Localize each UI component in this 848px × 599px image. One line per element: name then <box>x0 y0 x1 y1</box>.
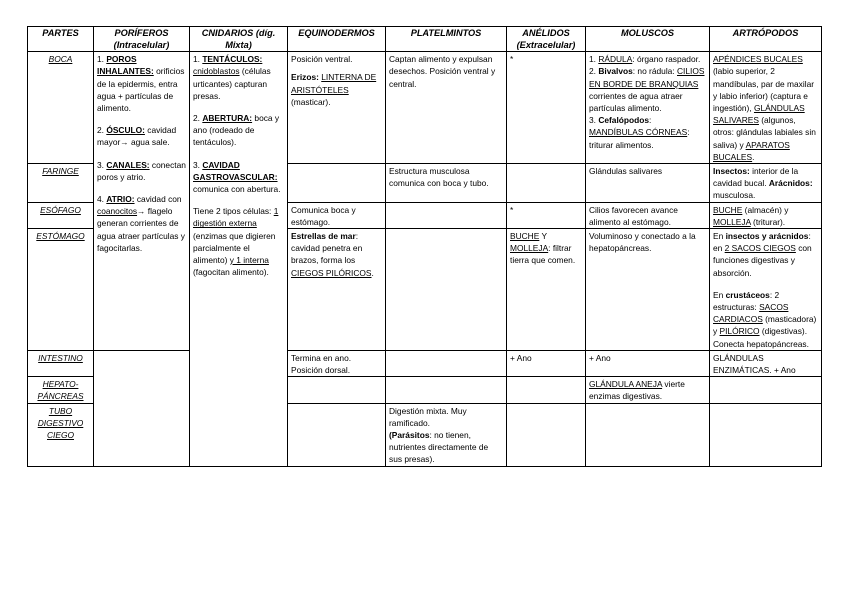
cell-tubo-anelidos <box>507 403 586 466</box>
header-equinodermos: EQUINODERMOS <box>288 27 386 52</box>
cell-intestino-moluscos: + Ano <box>586 350 710 376</box>
cell-esofago-anelidos: * <box>507 202 586 228</box>
header-row <box>28 27 822 52</box>
cell-esofago-equinodermos: Comunica boca y estómago. <box>288 202 386 228</box>
cell-intestino-equinodermos: Termina en ano. Posición dorsal. <box>288 350 386 376</box>
cell-esofago-artropodos: BUCHE (almacén) y MOLLEJA (triturar). <box>710 202 822 228</box>
header-moluscos: MOLUSCOS <box>586 27 710 52</box>
cell-faringe-equinodermos <box>288 164 386 203</box>
cell-boca-artropodos: APÉNDICES BUCALES (labio superior, 2 mandíbulas, par de maxilar y labio inferior) (captura e ingestión), GLÁNDULAS SALIVARES (algunos, otros: glándulas labiales sin saliva) y APARATOS BUCALES. <box>710 52 822 164</box>
cell-boca-platelmintos: Captan alimento y expulsan desechos. Posición ventral y central. <box>386 52 507 164</box>
cell-esofago-platelmintos <box>386 202 507 228</box>
cell-faringe-moluscos: Glándulas salivares <box>586 164 710 203</box>
header-platelmintos: PLATELMINTOS <box>386 27 507 52</box>
row-label-boca: BOCA <box>28 52 94 164</box>
cell-faringe-artropodos: Insectos: interior de la cavidad bucal. Arácnidos: musculosa. <box>710 164 822 203</box>
cell-tubo-platelmintos: Digestión mixta. Muy ramificado. (Parásitos: no tienen, nutrientes directamente de sus presas). <box>386 403 507 466</box>
cell-hepatopancreas-platelmintos <box>386 377 507 403</box>
row-label-tubo: TUBO DIGESTIVO CIEGO <box>28 403 94 466</box>
row-label-faringe: FARINGE <box>28 164 94 203</box>
cell-faringe-anelidos <box>507 164 586 203</box>
cell-intestino-artropodos: GLÁNDULAS ENZIMÁTICAS. + Ano <box>710 350 822 376</box>
cell-tubo-equinodermos <box>288 403 386 466</box>
cell-boca-equinodermos: Posición ventral. Erizos: LINTERNA DE ARISTÓTELES (masticar). <box>288 52 386 164</box>
cell-tubo-artropodos <box>710 403 822 466</box>
row-label-esofago: ESÓFAGO <box>28 202 94 228</box>
header-anelidos: ANÉLIDOS (Extracelular) <box>507 27 586 52</box>
header-poriferos: PORÍFEROS (Intracelular) <box>94 27 190 52</box>
cell-estomago-anelidos: BUCHE Y MOLLEJA: filtrar tierra que comen. <box>507 229 586 351</box>
digestive-comparison-table <box>27 26 822 467</box>
cell-tubo-moluscos <box>586 403 710 466</box>
cell-hepatopancreas-moluscos: GLÁNDULA ANEJA vierte enzimas digestivas. <box>586 377 710 403</box>
cell-hepatopancreas-anelidos <box>507 377 586 403</box>
cell-boca-anelidos: * <box>507 52 586 164</box>
row-label-intestino: INTESTINO <box>28 350 94 376</box>
cell-intestino-platelmintos <box>386 350 507 376</box>
header-artropodos: ARTRÓPODOS <box>710 27 822 52</box>
cell-poriferos-empty <box>94 350 190 466</box>
cell-faringe-platelmintos: Estructura musculosa comunica con boca y tubo. <box>386 164 507 203</box>
cell-cnidarios: 1. TENTÁCULOS: cnidoblastos (células urticantes) capturan presas. 2. ABERTURA: boca y ano (rodeado de tentáculos). 3. CAVIDAD GASTROVASCULAR: comunica con abertura. Tiene 2 tipos células: 1 digestión externa (enzimas que digieren parcialmente el alimento) y 1 interna (fagocitan alimento). <box>190 52 288 467</box>
cell-estomago-platelmintos <box>386 229 507 351</box>
cell-poriferos: 1. POROS INHALANTES: orificios de la epidermis, entra agua + partículas de alimento. 2. ÓSCULO: cavidad mayor→ agua sale. 3. CANALES: conectan poros y atrio. 4. ATRIO: cavidad con coanocitos→ flagelo generan corrientes de agua atraer partículas y fagocitarlas. <box>94 52 190 351</box>
cell-boca-moluscos: 1. RÁDULA: órgano raspador. 2. Bivalvos: no rádula: CILIOS EN BORDE DE BRANQUIAS corrientes de agua atraer partículas alimento. 3. Cefalópodos: MANDÍBULAS CÓRNEAS: triturar alimentos. <box>586 52 710 164</box>
header-partes: PARTES <box>28 27 94 52</box>
row-label-hepatopancreas: HEPATO-PÁNCREAS <box>28 377 94 403</box>
row-boca <box>28 52 822 164</box>
row-intestino <box>28 350 822 376</box>
cell-esofago-moluscos: Cilios favorecen avance alimento al estómago. <box>586 202 710 228</box>
cell-estomago-moluscos: Voluminoso y conectado a la hepatopáncreas. <box>586 229 710 351</box>
cell-estomago-equinodermos: Estrellas de mar: cavidad penetra en brazos, forma los CIEGOS PILÓRICOS. <box>288 229 386 351</box>
cell-intestino-anelidos: + Ano <box>507 350 586 376</box>
cell-estomago-artropodos: En insectos y arácnidos: en 2 SACOS CIEGOS con funciones digestivas y absorción. En crustáceos: 2 estructuras: SACOS CARDIACOS (masticadora) y PILÓRICO (digestivas). Conecta hepatopáncreas. <box>710 229 822 351</box>
cell-hepatopancreas-equinodermos <box>288 377 386 403</box>
row-label-estomago: ESTÓMAGO <box>28 229 94 351</box>
header-cnidarios: CNIDARIOS (díg. Mixta) <box>190 27 288 52</box>
cell-hepatopancreas-artropodos <box>710 377 822 403</box>
